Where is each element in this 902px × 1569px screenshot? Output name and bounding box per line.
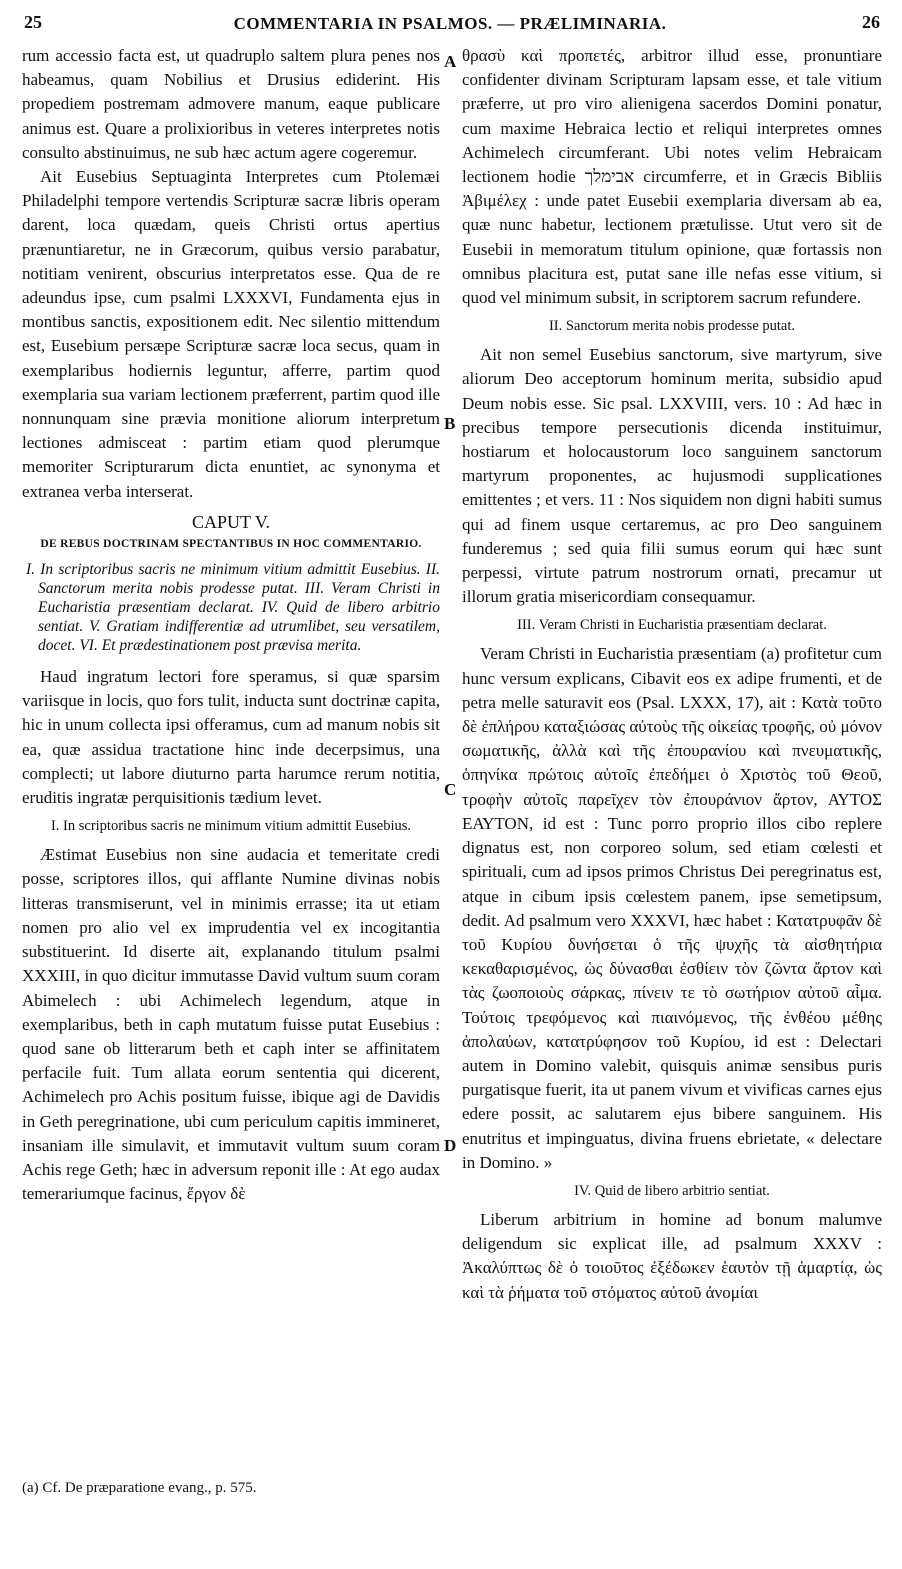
- margin-letter-b: B: [444, 414, 456, 433]
- footnote: (a) Cf. De præparatione evang., p. 575.: [22, 1480, 257, 1496]
- chapter-summary: I. In scriptoribus sacris ne minimum vitium admittit Eusebius. II. Sanctorum merita nobis prodesse putat. III. Veram Christi in Eucharistia præsentiam declarat. IV. Quid de libero arbitrio sentiat. V. Gratiam indifferentiæ ad utrumlibet, seu versatilem, docet. VI. Et prædestinationem post prævisa merita.: [26, 561, 440, 655]
- right-paragraph-3: Veram Christi in Eucharistia præsentiam (a) profitetur cum hunc versum explicans, Cibavit eos ex adipe frumenti, et de petra melle saturavit eos (Psal. LXXX, 17), ait : Κατὰ τοῦτο δὲ ἐπλήρου καταξιώσας αὐτοὺς τῆς οἰκείας τροφῆς, οὐ μόνον σωματικῆς, ἀλλὰ καὶ τῆς ἐπουρανίου καὶ πνευματικῆς, ὁπηνίκα πρώτοις αὐτοῖς ἐπεδήμει ὁ Χριστὸς τοῦ Θεοῦ, τροφὴν αὐτοῖς παρεῖχεν τὸν ἐπουράνιον ἄρτον, ΑΥΤΟΣ ΕΑΥΤΟΝ, id est : Tunc porro proprio illos cibo replere dignatus est, non corporeo solum, sed etiam cœlesti et spirituali, cum ad ipsos primos Christus Dei peregrinatus est, atque in cibum ipsis cœlestem panem, ipse semetipsum, dedit. Ad psalmum vero XXXVI, hæc habet : Κατατρυφᾶν δὲ τοῦ Κυρίου δυνήσεται ὁ τῆς ψυχῆς τὰ αἰσθητήρια κεκαθαρισμένος, ὡς δύνασθαι ἐσθίειν τὸν ζῶντα ἄρτον καὶ τὰς ζωοποιοὺς σάρκας, πίνειν τε τὸ σωτήριον αὐτοῦ αἷμα. Τούτοις τρεφόμενος καὶ πιαινόμενος, τῆς ἐνθέου μέθης ἀπολαύων, κατατρύφησον τοῦ Κυρίου, id est : Delectari autem in Domino valebit, quisquis animæ sensibus puris purgatisque fuerit, ita ut panem vivum et vivificas carnes ejus edere possit, ac salutarem ejus bibere sanguinem. His enutritus et impinguatus, divina fruens ebrietate, « delectare in Domino. »: [462, 644, 882, 1172]
- section-heading-2: II. Sanctorum merita nobis prodesse putat.: [548, 318, 796, 335]
- left-paragraph-4: Æstimat Eusebius non sine audacia et temeritate credi posse, scriptores illos, qui afflante Numine divinas nobis litteras transmiserunt, vel in minimis errasse; ita ut etiam nomen pro alio vel ex imprudentia vel ex incogitantia substituerint. Id diserte ait, explanando titulum psalmi XXXIII, in quo dicitur immutasse David vultum suum coram Abimelech : ubi Achimelech legendum, atque in exemplaribus, beth in caph mutatum fuisse putat Eusebius : quod sane ob litterarum beth et caph inter se affinitatem perfacile fuit. Tum allata eorum sententia qui dicerent, Achimelech pro Achis positum fuisse, ibique agi de Davidis in Geth peregrinatione, ubi cum periculum capitis immineret, insaniam ille simulavit, et immutavit vultum suum coram Achis rege Geth; hæc in adversum reponit ille : At ego audax temerariumque facinus, ἔργον δὲ: [22, 845, 440, 1204]
- page-header: [16, 12, 884, 38]
- right-column: [462, 44, 882, 1305]
- page-number-right: 26: [862, 12, 880, 32]
- right-paragraph-2: Ait non semel Eusebius sanctorum, sive martyrum, sive aliorum Deo acceptorum hominum merita, subsidio apud Deum nobis esse. Sic psal. LXXVIII, vers. 10 : Ad hæc in precibus tempore persecutionis dicenda instituimur, hostiarum et holocaustorum loco sanguinem sanctorum martyrum proponentes, ac hujusmodi supplicationes emittentes ; et vers. 11 : Nos siquidem non digni habiti sumus qui ad finem usque certaremus, ac pro Deo sanguinem funderemus ; sed quia filii sumus eorum qui hæc sunt perpessi, virtute patrum nostrorum ornati, precamur ut illorum gratia misericordiam consequamur.: [462, 345, 882, 607]
- left-paragraph-2: Ait Eusebius Septuaginta Interpretes cum Ptolemæi Philadelphi tempore vertendis Scripturæ sacræ libris operam darent, loca quædam, queis Christi ortus apertius prænuntiaretur, ne in Græcorum, quibus versio parabatur, notitiam venirent, obscurius interpretatos esse. Qua de re adeundus ipse, cum psalmi LXXXVI, Fundamenta ejus in montibus sanctis, expositionem edit. Nec silentio mittendum est, Eusebium persæpe Scripturæ sacræ loca secus, quam in exemplaribus hodiernis leguntur, afferre, partim quod exemplaria sua variam lectionem præferrent, partim quod ille nonnunquam sine prævia monitione aliorum interpretum lectiones admisceat : partim etiam quod plerumque memoriter Scripturarum dicta enuntiet, ac synonyma et extranea verba interserat.: [22, 167, 440, 501]
- section-heading-3: III. Veram Christi in Eucharistia præsentiam declarat.: [517, 617, 827, 634]
- right-paragraph-1: θρασὺ καὶ προπετές, arbitror illud esse, pronuntiare confidenter divinam Scripturam lapsam esse, et tale vitium præferre, ut pro viro alienigena sacerdos Domini ponatur, cum maxime Hebraica lectio et reliqui interpretes omnes Achimelech circumferant. Ubi notes velim Hebraicam lectionem hodie אבימלך circumferre, et in Græcis Bibliis Ἀβιμέλεχ : unde patet Eusebii exemplaria diversam ab ea, quæ nunc habetur, lectionem prætulisse. Utut vero sit de Eusebii in memoratum titulum opinione, quæ fortassis non omnibus placitura est, putat sane ille nefas esse vitium, si quod vel minimum subsit, in scriptorem sacrum refundere.: [462, 46, 882, 308]
- margin-letter-c: C: [444, 780, 457, 799]
- right-paragraph-4: Liberum arbitrium in homine ad bonum malumve deligendum sic explicat ille, ad psalmum XXXV : Ἀκαλύπτως δὲ ὁ τοιοῦτος ἐξέδωκεν ἑαυτὸν τῇ ἁμαρτίᾳ, ὡς καὶ τὰ ῥήματα τοῦ στόματος αὐτοῦ ἀνομίαι: [462, 1209, 882, 1302]
- left-column: [22, 44, 440, 1206]
- section-heading-1: I. In scriptoribus sacris ne minimum vitium admittit Eusebius.: [50, 818, 412, 835]
- margin-letter-a: A: [444, 52, 457, 71]
- left-paragraph-1: rum accessio facta est, ut quadruplo saltem plura penes nos habeamus, quam Nobilius et Drusius ediderint. His propediem postremam admovere manum, eaque publicare animus est. Quare a prolixioribus in veteres interpretes notis consulto abstinuimus, ne sub hæc actum agere cogeremur.: [22, 46, 440, 162]
- left-paragraph-3: Haud ingratum lectori fore speramus, si quæ sparsim variisque in locis, quo fors tulit, inducta sunt doctrinæ capita, hic in unum collecta ipsi offeramus, cum ad manum nobis sit ea, quæ assidua tractatione hinc inde decerpsimus, una complecti; ut labore diuturno parta harumce rerum notitia, eruditis ingratæ perquisitionis tædium levet.: [22, 667, 440, 808]
- section-heading-4: IV. Quid de libero arbitrio sentiat.: [574, 1182, 770, 1199]
- page-number-left: 25: [24, 12, 42, 32]
- running-title: COMMENTARIA IN PSALMOS. — PRÆLIMINARIA.: [233, 14, 667, 33]
- chapter-heading: CAPUT V.: [191, 511, 271, 532]
- chapter-subheading: DE REBUS DOCTRINAM SPECTANTIBUS IN HOC COMMENTARIO.: [40, 538, 422, 551]
- margin-letter-d: D: [444, 1136, 457, 1155]
